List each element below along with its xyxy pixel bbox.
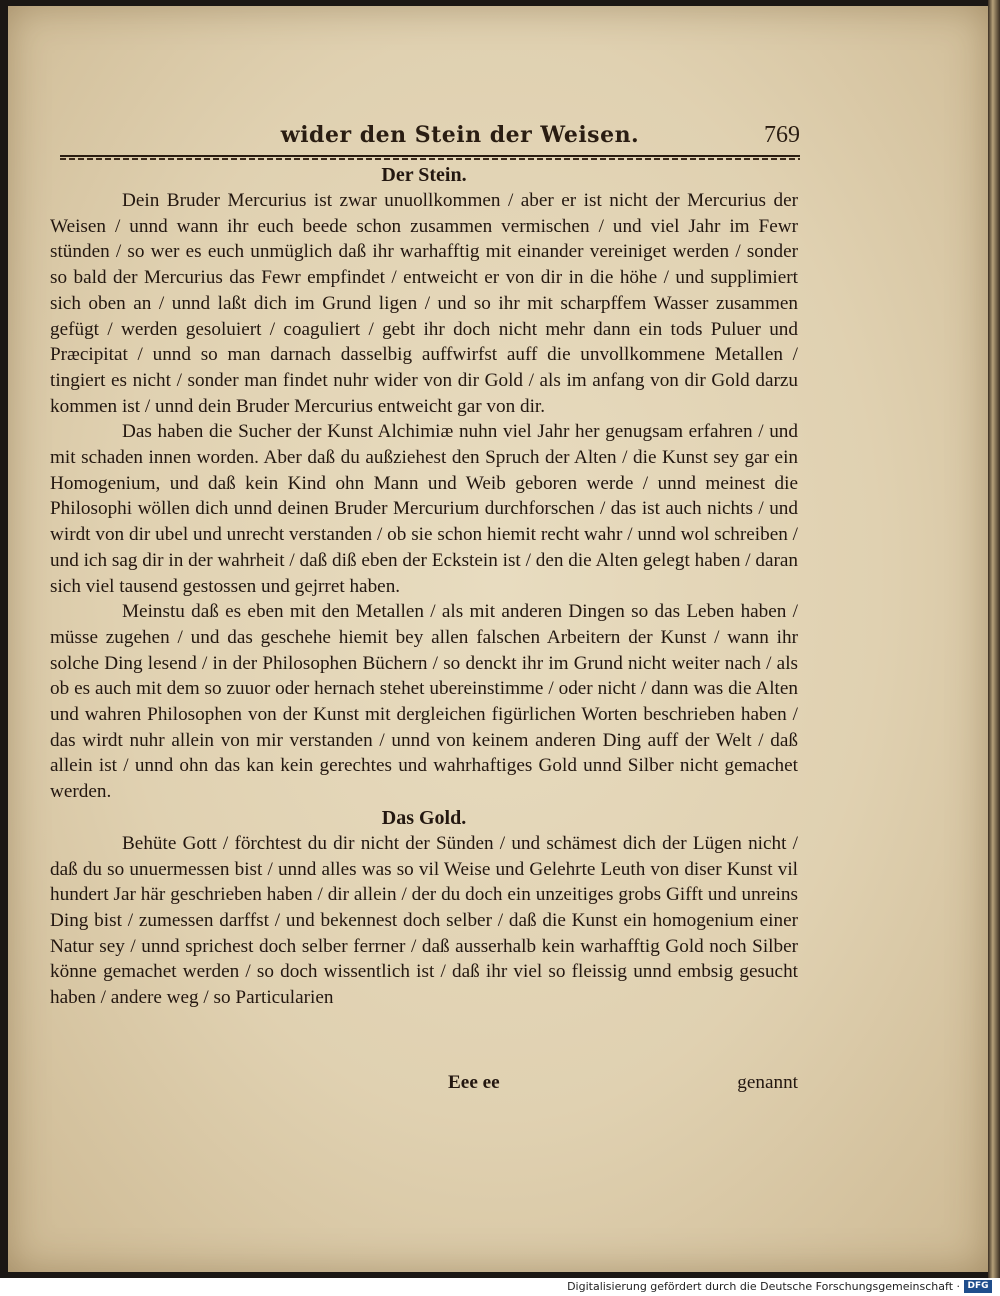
paragraph: Das haben die Sucher der Kunst Alchimiæ nuhn viel Jahr her genugsam erfahren / und mit schaden innen worden. Aber daß du außziehest den Spruch der Alten / die Kunst sey gar ein Homogenium, und daß kein Kind ohn Mann und Weib geboren werde / unnd meinest die Philosophi wöllen dich unnd deinen Bruder Mercurium durchforschen / das ist auch nichts / und wirdt von dir ubel und unrecht verstanden / ob sie schon hiemit recht wahr / unnd wol schreiben / und ich sag dir in der wahrheit / daß diß eben der Eckstein ist / den die Alten gelegt haben / daran sich viel tausend gestossen und gejrret haben. xyxy=(50,421,798,597)
catchword: genannt xyxy=(737,1072,798,1093)
section-heading: Das Gold. xyxy=(381,806,467,829)
page-number: 769 xyxy=(764,122,800,148)
section-heading: Der Stein. xyxy=(381,164,467,186)
dfg-logo-icon: DFG xyxy=(964,1280,992,1293)
book-page xyxy=(8,6,988,1272)
page-body xyxy=(50,162,798,1011)
credit-bar xyxy=(0,1278,1000,1296)
header-rule xyxy=(60,154,800,160)
paragraph: Meinstu daß es eben mit den Metallen / als mit anderen Dingen so das Leben haben / müsse zugehen / und das geschehe hiemit bey allen falschen Arbeitern der Kunst / wann ihr solche Ding lesend / in der Philosophen Büchern / so denckt ihr im Grund nicht weiter nach / als ob es auch mit dem so zuuor oder hernach stehet ubereinstimme / oder nicht / dann was die Alten und wahren Philosophen von der Kunst mit dergleichen figürlichen Worten beschrieben haben / das wirdt nuhr allein von mir verstanden / unnd von keinem anderen Ding auff der Welt / daß allein ist / unnd ohn das kan kein gerechtes und wahrhaftiges Gold unnd Silber nicht gemachet werden. xyxy=(50,601,798,803)
paragraph: Dein Bruder Mercurius ist zwar unuollkommen / aber er ist nicht der Mercurius der Weisen / unnd wann ihr euch beede schon zusammen vermischen / und viel Jahr im Fewr stünden / so wer es euch unmüglich daß ihr warhafftig mit einander vereiniget werden / sonder so bald der Mercurius das Fewr empfindet / entweicht er von dir in die höhe / und supplimiert sich oben an / unnd laßt dich im Grund ligen / und so ihr mit scharpffem Wasser zusammen gefügt / werden gesoluiert / coaguliert / gebt ihr doch nicht mehr dann ein tods Puluer und Præcipitat / unnd so man darnach dasselbig auffwirfst auff die unvollkommene Metallen / tingiert es nicht / sonder man findet nuhr wider von dir Gold / als im anfang von dir Gold darzu kommen ist / unnd dein Bruder Mercurius entweicht gar von dir. xyxy=(50,190,798,417)
signature-mark: Eee ee xyxy=(448,1072,500,1093)
page-header xyxy=(60,118,800,158)
page-footer-marks xyxy=(50,1072,798,1098)
page-edge xyxy=(988,0,1000,1278)
funding-credit: Digitalisierung gefördert durch die Deutsche Forschungsgemeinschaft · xyxy=(567,1280,960,1293)
paragraph: Behüte Gott / förchtest du dir nicht der Sünden / und schämest dich der Lügen nicht / daß du so unuermessen bist / unnd alles was so vil Weise und Gelehrte Leuth von diser Kunst vil hundert Jar här geschrieben haben / dir allein / der du doch ein unzeitiges grobs Gifft und unreins Ding bist / zumessen darffst / und bekennest doch selber / daß die Kunst ein homogenium einer Natur sey / unnd sprichest doch selber ferrner / daß ausserhalb kein warhafftig Gold noch Silber könne gemachet werden / so doch wissentlich ist / daß ihr viel so fleissig unnd embsig gesucht haben / andere weg / so Particularien xyxy=(50,832,798,1009)
running-title: wider den Stein der Weisen. xyxy=(280,122,640,148)
